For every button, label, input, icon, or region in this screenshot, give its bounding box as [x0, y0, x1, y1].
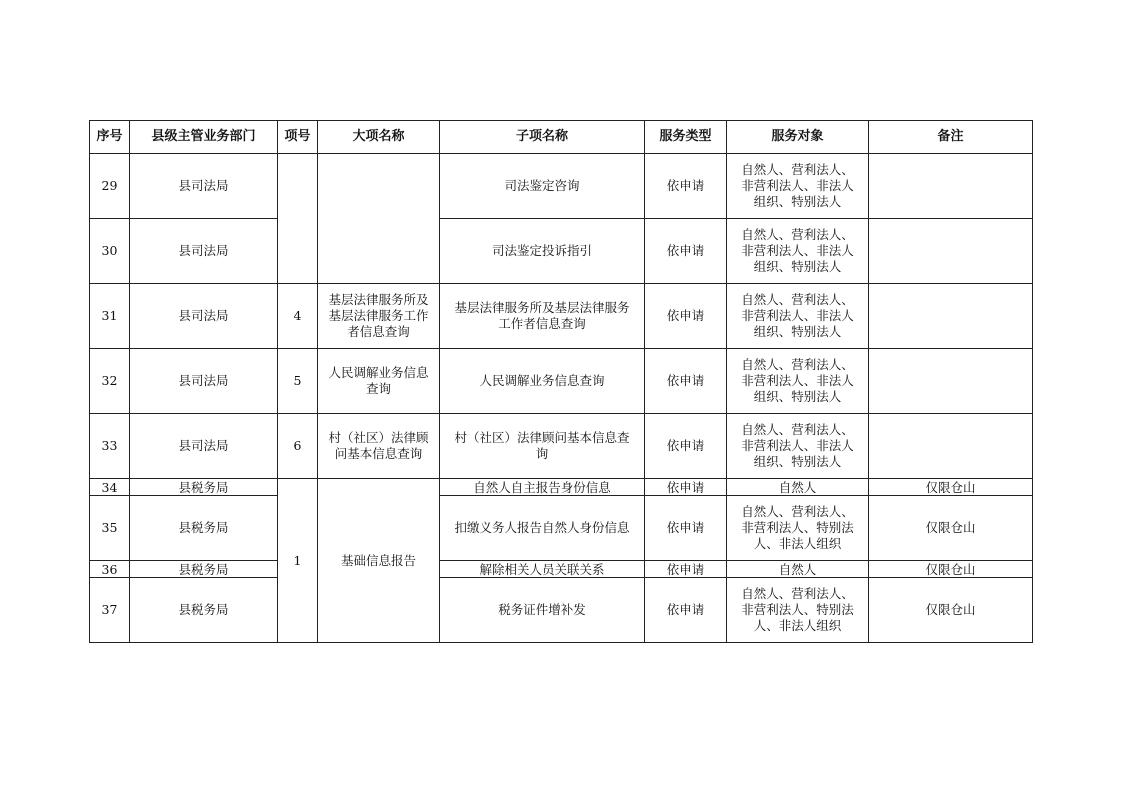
seq-cell: 35	[90, 496, 130, 561]
table-row	[90, 479, 1033, 496]
table-row	[90, 219, 1033, 284]
seq-cell: 29	[90, 154, 130, 219]
header-seq: 序号	[90, 121, 130, 154]
table-row	[90, 154, 1033, 219]
header-service-type: 服务类型	[645, 121, 727, 154]
sub-item-cell: 司法鉴定投诉指引	[440, 219, 645, 284]
dept-cell: 县税务局	[130, 479, 278, 496]
item-no-cell: 5	[278, 349, 318, 414]
sub-item-cell: 基层法律服务所及基层法律服务 工作者信息查询	[440, 284, 645, 349]
item-name-cell: 基层法律服务所及 基层法律服务工作 者信息查询	[318, 284, 440, 349]
sub-item-cell: 司法鉴定咨询	[440, 154, 645, 219]
seq-cell: 33	[90, 414, 130, 479]
service-type-cell: 依申请	[645, 578, 727, 643]
seq-cell: 36	[90, 561, 130, 578]
note-cell: 仅限仓山	[869, 496, 1033, 561]
header-item-name: 大项名称	[318, 121, 440, 154]
dept-cell: 县司法局	[130, 349, 278, 414]
table-row	[90, 284, 1033, 349]
dept-cell: 县税务局	[130, 496, 278, 561]
item-no-cell	[278, 154, 318, 284]
service-type-cell: 依申请	[645, 479, 727, 496]
note-cell	[869, 349, 1033, 414]
seq-cell: 30	[90, 219, 130, 284]
sub-item-cell: 自然人自主报告身份信息	[440, 479, 645, 496]
service-type-cell: 依申请	[645, 154, 727, 219]
header-service-target: 服务对象	[727, 121, 869, 154]
note-cell	[869, 154, 1033, 219]
dept-cell: 县税务局	[130, 578, 278, 643]
note-cell: 仅限仓山	[869, 578, 1033, 643]
item-no-cell: 4	[278, 284, 318, 349]
header-dept: 县级主管业务部门	[130, 121, 278, 154]
note-cell: 仅限仓山	[869, 561, 1033, 578]
service-target-cell: 自然人、营利法人、 非营利法人、特别法 人、非法人组织	[727, 496, 869, 561]
header-sub-item: 子项名称	[440, 121, 645, 154]
header-note: 备注	[869, 121, 1033, 154]
item-no-cell: 1	[278, 479, 318, 643]
item-name-cell	[318, 154, 440, 284]
service-target-cell: 自然人、营利法人、 非营利法人、非法人 组织、特别法人	[727, 349, 869, 414]
header-row	[90, 121, 1033, 154]
service-type-cell: 依申请	[645, 561, 727, 578]
dept-cell: 县司法局	[130, 219, 278, 284]
service-list-table	[89, 120, 1033, 643]
service-target-cell: 自然人	[727, 561, 869, 578]
table-row	[90, 496, 1033, 561]
service-target-cell: 自然人、营利法人、 非营利法人、特别法 人、非法人组织	[727, 578, 869, 643]
dept-cell: 县司法局	[130, 154, 278, 219]
dept-cell: 县司法局	[130, 284, 278, 349]
service-target-cell: 自然人、营利法人、 非营利法人、非法人 组织、特别法人	[727, 284, 869, 349]
service-type-cell: 依申请	[645, 414, 727, 479]
dept-cell: 县司法局	[130, 414, 278, 479]
item-no-cell: 6	[278, 414, 318, 479]
item-name-cell: 人民调解业务信息 查询	[318, 349, 440, 414]
note-cell	[869, 219, 1033, 284]
service-type-cell: 依申请	[645, 219, 727, 284]
service-type-cell: 依申请	[645, 284, 727, 349]
note-cell	[869, 284, 1033, 349]
seq-cell: 32	[90, 349, 130, 414]
sub-item-cell: 村（社区）法律顾问基本信息查 询	[440, 414, 645, 479]
service-target-cell: 自然人	[727, 479, 869, 496]
table-row	[90, 578, 1033, 643]
header-item-no: 项号	[278, 121, 318, 154]
seq-cell: 34	[90, 479, 130, 496]
seq-cell: 37	[90, 578, 130, 643]
service-target-cell: 自然人、营利法人、 非营利法人、非法人 组织、特别法人	[727, 154, 869, 219]
note-cell: 仅限仓山	[869, 479, 1033, 496]
sub-item-cell: 税务证件增补发	[440, 578, 645, 643]
service-target-cell: 自然人、营利法人、 非营利法人、非法人 组织、特别法人	[727, 219, 869, 284]
table-row	[90, 414, 1033, 479]
sub-item-cell: 扣缴义务人报告自然人身份信息	[440, 496, 645, 561]
item-name-cell: 村（社区）法律顾 问基本信息查询	[318, 414, 440, 479]
sub-item-cell: 人民调解业务信息查询	[440, 349, 645, 414]
service-type-cell: 依申请	[645, 349, 727, 414]
service-type-cell: 依申请	[645, 496, 727, 561]
table-row	[90, 561, 1033, 578]
seq-cell: 31	[90, 284, 130, 349]
sub-item-cell: 解除相关人员关联关系	[440, 561, 645, 578]
service-target-cell: 自然人、营利法人、 非营利法人、非法人 组织、特别法人	[727, 414, 869, 479]
dept-cell: 县税务局	[130, 561, 278, 578]
table-row	[90, 349, 1033, 414]
item-name-cell: 基础信息报告	[318, 479, 440, 643]
note-cell	[869, 414, 1033, 479]
